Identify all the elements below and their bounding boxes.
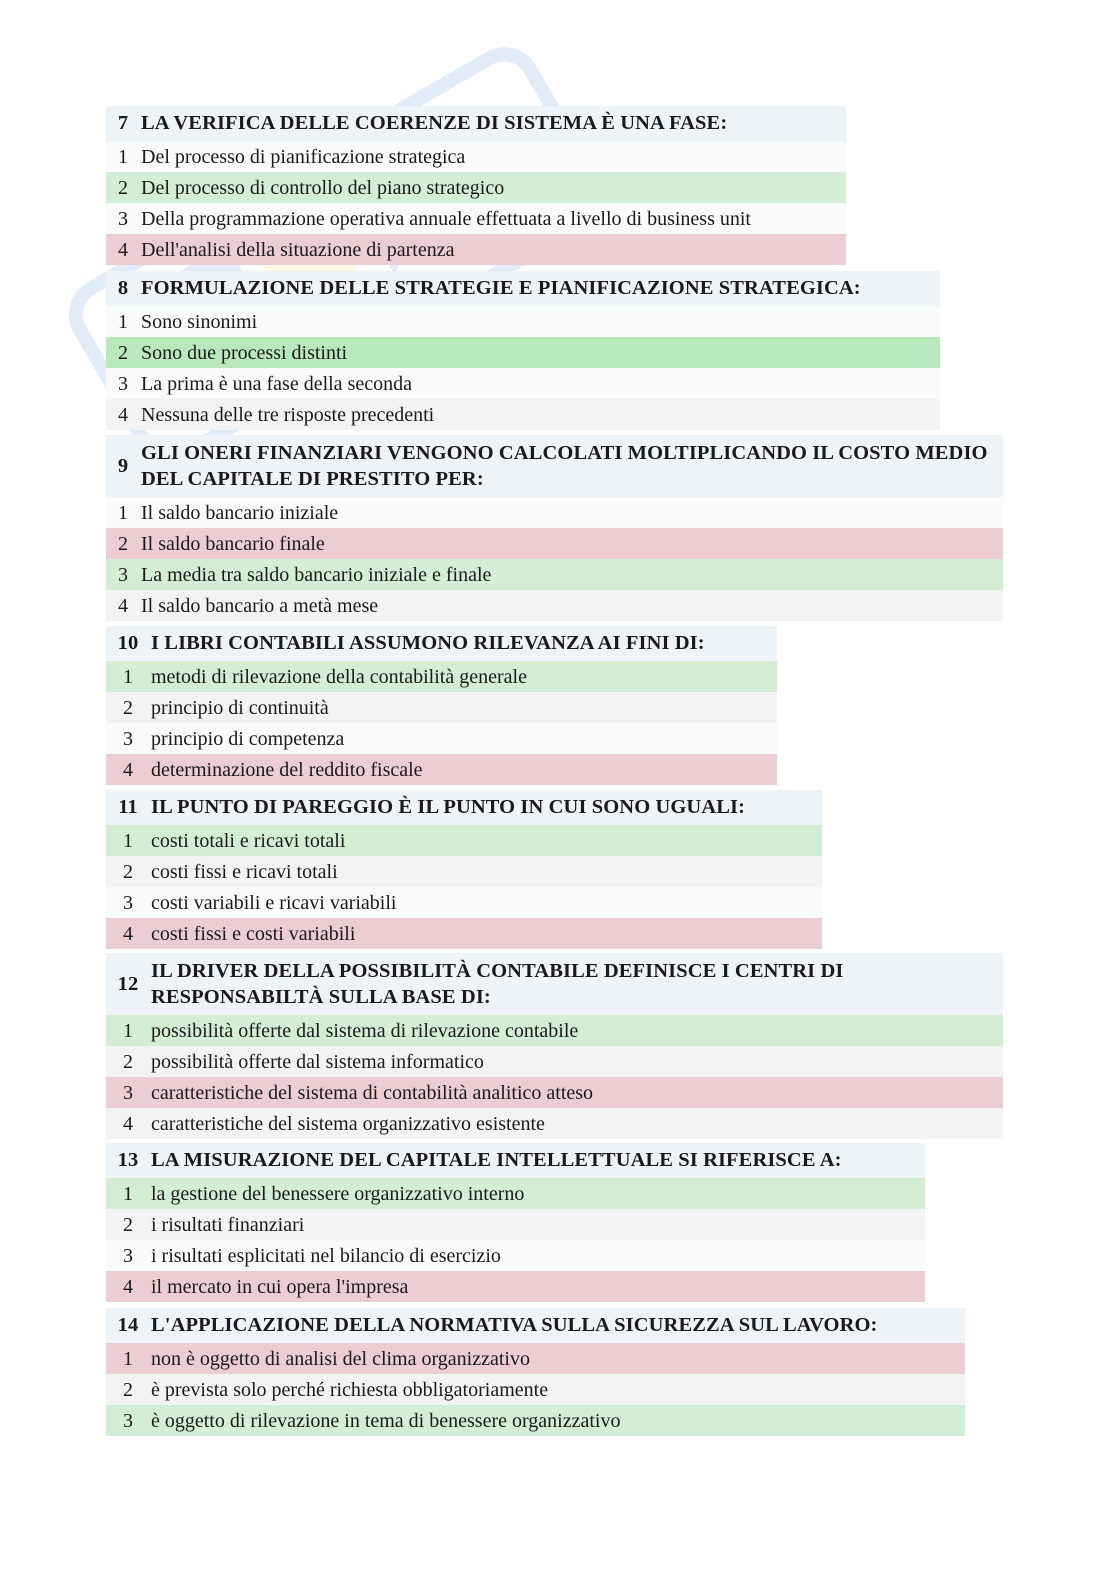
answer-text: il mercato in cui opera l'impresa — [151, 1275, 409, 1298]
answer-number: 1 — [118, 310, 128, 333]
answer-row[interactable] — [106, 172, 846, 203]
answer-number: 4 — [118, 594, 128, 617]
answer-row[interactable] — [106, 1108, 1003, 1139]
answer-row[interactable] — [106, 1209, 925, 1240]
question-block-9 — [106, 435, 1003, 621]
answer-text: è prevista solo perché richiesta obbligatoriamente — [151, 1378, 549, 1401]
question-block-12 — [106, 953, 1003, 1139]
answer-number: 2 — [123, 1050, 133, 1073]
answer-text: i risultati finanziari — [151, 1213, 305, 1236]
answer-number: 3 — [118, 207, 128, 230]
answer-row[interactable] — [106, 1015, 1003, 1046]
answer-row[interactable] — [106, 1240, 925, 1271]
answer-text: possibilità offerte dal sistema di rilevazione contabile — [151, 1019, 579, 1042]
answer-row[interactable] — [106, 1405, 965, 1436]
answer-row[interactable] — [106, 661, 777, 692]
answer-number: 2 — [123, 696, 133, 719]
answer-row[interactable] — [106, 528, 1003, 559]
answer-text: Dell'analisi della situazione di partenza — [141, 238, 455, 261]
answer-text: determinazione del reddito fiscale — [151, 758, 423, 781]
answer-row[interactable] — [106, 337, 940, 368]
question-block-13 — [106, 1143, 925, 1302]
answer-row[interactable] — [106, 1374, 965, 1405]
answer-number: 4 — [118, 403, 128, 426]
question-number: 14 — [117, 1314, 139, 1337]
answer-row[interactable] — [106, 1077, 1003, 1108]
answer-row[interactable] — [106, 887, 822, 918]
answer-text: non è oggetto di analisi del clima organizzativo — [151, 1347, 530, 1370]
question-header — [106, 435, 1003, 497]
answer-text: è oggetto di rilevazione in tema di benessere organizzativo — [151, 1409, 621, 1432]
answer-row[interactable] — [106, 1343, 965, 1374]
answer-number: 2 — [118, 532, 128, 555]
question-header — [106, 626, 777, 661]
question-header — [106, 790, 822, 825]
question-header — [106, 1143, 925, 1178]
answer-text: possibilità offerte dal sistema informatico — [151, 1050, 484, 1073]
answer-number: 2 — [118, 176, 128, 199]
answer-number: 1 — [123, 1347, 133, 1370]
answer-text: caratteristiche del sistema di contabilità analitico atteso — [151, 1081, 594, 1104]
answer-text: La media tra saldo bancario iniziale e finale — [141, 563, 492, 586]
question-block-7 — [106, 106, 846, 265]
answer-number: 2 — [123, 860, 133, 883]
answer-number: 4 — [123, 922, 133, 945]
answer-text: costi totali e ricavi totali — [151, 829, 346, 852]
question-text: L'APPLICAZIONE DELLA NORMATIVA SULLA SICUREZZA SUL LAVORO: — [151, 1314, 878, 1337]
answer-text: Del processo di pianificazione strategica — [141, 145, 466, 168]
question-block-14 — [106, 1308, 965, 1436]
answer-row[interactable] — [106, 559, 1003, 590]
question-header — [106, 953, 1003, 1015]
answer-number: 3 — [118, 563, 128, 586]
question-number: 10 — [117, 632, 139, 655]
answer-text: i risultati esplicitati nel bilancio di esercizio — [151, 1244, 501, 1267]
answer-number: 1 — [118, 501, 128, 524]
answer-number: 4 — [123, 1112, 133, 1135]
answer-row[interactable] — [106, 141, 846, 172]
answer-number: 4 — [123, 1275, 133, 1298]
question-text: FORMULAZIONE DELLE STRATEGIE E PIANIFICAZIONE STRATEGICA: — [141, 277, 861, 300]
answer-text: Sono sinonimi — [141, 310, 258, 333]
question-number: 13 — [117, 1149, 139, 1172]
answer-text: metodi di rilevazione della contabilità generale — [151, 665, 527, 688]
question-text: IL PUNTO DI PAREGGIO È IL PUNTO IN CUI SONO UGUALI: — [151, 796, 746, 819]
answer-row[interactable] — [106, 203, 846, 234]
answer-number: 3 — [123, 1244, 133, 1267]
answer-number: 2 — [118, 341, 128, 364]
answer-text: costi variabili e ricavi variabili — [151, 891, 397, 914]
answer-row[interactable] — [106, 692, 777, 723]
answer-row[interactable] — [106, 590, 1003, 621]
answer-number: 3 — [123, 1081, 133, 1104]
answer-text: costi fissi e costi variabili — [151, 922, 356, 945]
answer-text: principio di competenza — [151, 727, 345, 750]
answer-number: 1 — [123, 829, 133, 852]
answer-row[interactable] — [106, 723, 777, 754]
answer-text: Il saldo bancario a metà mese — [141, 594, 379, 617]
answer-row[interactable] — [106, 1046, 1003, 1077]
answer-number: 1 — [118, 145, 128, 168]
question-block-8 — [106, 271, 940, 430]
answer-row[interactable] — [106, 825, 822, 856]
answer-text: Sono due processi distinti — [141, 341, 348, 364]
question-number: 11 — [118, 796, 138, 819]
question-number: 7 — [117, 112, 129, 135]
answer-row[interactable] — [106, 234, 846, 265]
answer-row[interactable] — [106, 368, 940, 399]
answer-number: 3 — [123, 727, 133, 750]
question-header — [106, 1308, 965, 1343]
answer-row[interactable] — [106, 856, 822, 887]
answer-number: 1 — [123, 1019, 133, 1042]
answer-row[interactable] — [106, 1271, 925, 1302]
answer-text: Nessuna delle tre risposte precedenti — [141, 403, 435, 426]
answer-text: Il saldo bancario finale — [141, 532, 325, 555]
question-number: 12 — [117, 972, 139, 995]
answer-number: 3 — [123, 1409, 133, 1432]
answer-number: 1 — [123, 665, 133, 688]
question-header — [106, 106, 846, 141]
answer-text: Il saldo bancario iniziale — [141, 501, 339, 524]
answer-row[interactable] — [106, 918, 822, 949]
answer-text: Del processo di controllo del piano strategico — [141, 176, 505, 199]
question-text: LA MISURAZIONE DEL CAPITALE INTELLETTUALE SI RIFERISCE A: — [151, 1149, 842, 1172]
answer-number: 4 — [123, 758, 133, 781]
answer-text: caratteristiche del sistema organizzativo esistente — [151, 1112, 545, 1135]
question-text: I LIBRI CONTABILI ASSUMONO RILEVANZA AI FINI DI: — [151, 632, 705, 655]
question-text: LA VERIFICA DELLE COERENZE DI SISTEMA È UNA FASE: — [141, 112, 728, 135]
answer-text: la gestione del benessere organizzativo interno — [151, 1182, 525, 1205]
question-text: IL DRIVER DELLA POSSIBILITÀ CONTABILE DEFINISCE I CENTRI DI RESPONSABILTÀ SULLA BASE DI: — [151, 960, 844, 1008]
question-header — [106, 271, 940, 306]
answer-row[interactable] — [106, 399, 940, 430]
answer-text: principio di continuità — [151, 696, 329, 719]
answer-number: 4 — [118, 238, 128, 261]
answer-number: 2 — [123, 1213, 133, 1236]
answer-number: 3 — [123, 891, 133, 914]
question-block-10 — [106, 626, 777, 785]
answer-text: Della programmazione operativa annuale effettuata a livello di business unit — [141, 207, 751, 230]
answer-row[interactable] — [106, 497, 1003, 528]
question-number: 8 — [117, 277, 129, 300]
answer-number: 1 — [123, 1182, 133, 1205]
answer-row[interactable] — [106, 1178, 925, 1209]
answer-number: 3 — [118, 372, 128, 395]
question-text: GLI ONERI FINANZIARI VENGONO CALCOLATI MOLTIPLICANDO IL COSTO MEDIO DEL CAPITALE DI PRESTITO PER: — [141, 442, 988, 490]
answer-number: 2 — [123, 1378, 133, 1401]
answer-row[interactable] — [106, 306, 940, 337]
answer-row[interactable] — [106, 754, 777, 785]
answer-text: La prima è una fase della seconda — [141, 372, 412, 395]
question-number: 9 — [117, 454, 129, 477]
question-block-11 — [106, 790, 822, 949]
answer-text: costi fissi e ricavi totali — [151, 860, 338, 883]
